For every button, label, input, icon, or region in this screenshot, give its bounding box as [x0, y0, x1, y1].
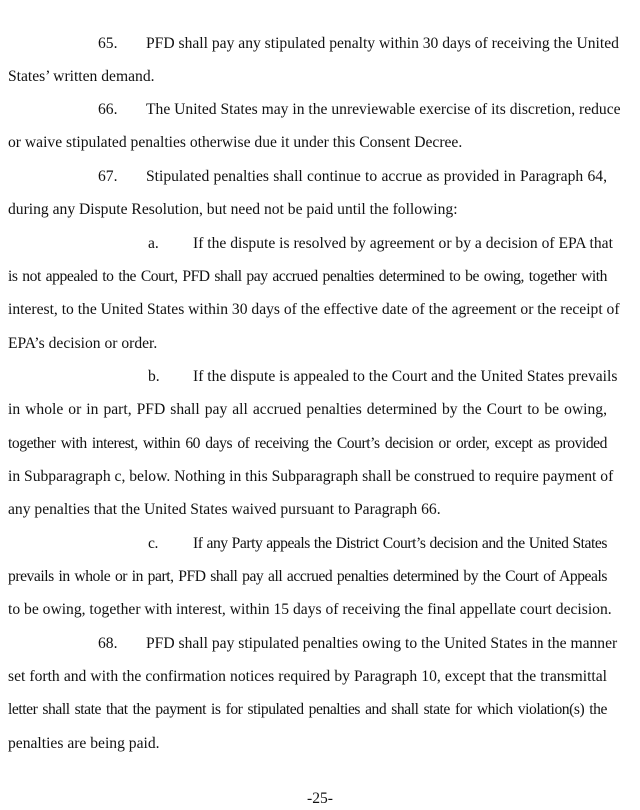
subparagraph-c-line-3: to be owing, together with interest, within 15 days of receiving the final appellate court decision.	[8, 601, 612, 618]
subparagraph-b-line-1	[148, 367, 618, 387]
paragraph-number: 67.	[98, 168, 118, 185]
paragraph-68-line-1	[98, 634, 618, 654]
line-text: If the dispute is resolved by agreement or by a decision of EPA that	[193, 235, 613, 252]
paragraph-number: 65.	[98, 35, 118, 52]
paragraph-65-line-1	[98, 34, 619, 54]
line-text: PFD shall pay any stipulated penalty within 30 days of receiving the United	[146, 35, 619, 52]
subparagraph-b-line-2: in whole or in part, PFD shall pay all accrued penalties determined by the Court to be owing,	[8, 401, 607, 418]
paragraph-68-line-3: letter shall state that the payment is for stipulated penalties and shall state for which violation(s) the	[8, 701, 607, 718]
subparagraph-b-line-4: in Subparagraph c, below. Nothing in this Subparagraph shall be construed to require payment of	[8, 468, 614, 485]
line-text: Stipulated penalties shall continue to accrue as provided in Paragraph 64,	[146, 168, 607, 185]
paragraph-66-line-1	[98, 100, 621, 120]
paragraph-number: 66.	[98, 101, 118, 118]
paragraph-67-line-1	[98, 167, 607, 187]
paragraph-68-line-4: penalties are being paid.	[8, 735, 160, 752]
subparagraph-letter: b.	[148, 368, 160, 385]
paragraph-number: 68.	[98, 635, 118, 652]
subparagraph-a-line-3: interest, to the United States within 30 days of the effective date of the agreement or the receipt of	[8, 301, 620, 318]
subparagraph-c-line-2: prevails in whole or in part, PFD shall pay all accrued penalties determined by the Court of Appeals	[8, 568, 607, 585]
subparagraph-b-line-3: together with interest, within 60 days of receiving the Court’s decision or order, except as provided	[8, 435, 607, 452]
line-text: If the dispute is appealed to the Court and the United States prevails	[193, 368, 618, 385]
subparagraph-a-line-1	[148, 234, 613, 254]
subparagraph-letter: a.	[148, 235, 159, 252]
page-number: -25-	[307, 790, 333, 807]
subparagraph-c-line-1	[148, 534, 607, 554]
paragraph-68-line-2: set forth and with the confirmation notices required by Paragraph 10, except that the transmittal	[8, 668, 607, 685]
paragraph-66-line-2: or waive stipulated penalties otherwise due it under this Consent Decree.	[8, 134, 463, 151]
paragraph-65-line-2: States’ written demand.	[8, 68, 155, 85]
subparagraph-b-line-5: any penalties that the United States waived pursuant to Paragraph 66.	[8, 501, 441, 518]
subparagraph-a-line-4: EPA’s decision or order.	[8, 335, 158, 352]
line-text: If any Party appeals the District Court’s decision and the United States	[193, 535, 607, 552]
line-text: PFD shall pay stipulated penalties owing to the United States in the manner	[146, 635, 618, 652]
subparagraph-letter: c.	[148, 535, 158, 552]
subparagraph-a-line-2: is not appealed to the Court, PFD shall pay accrued penalties determined to be owing, together with	[8, 268, 607, 285]
paragraph-67-line-2: during any Dispute Resolution, but need not be paid until the following:	[8, 201, 458, 218]
line-text: The United States may in the unreviewable exercise of its discretion, reduce	[146, 101, 621, 118]
